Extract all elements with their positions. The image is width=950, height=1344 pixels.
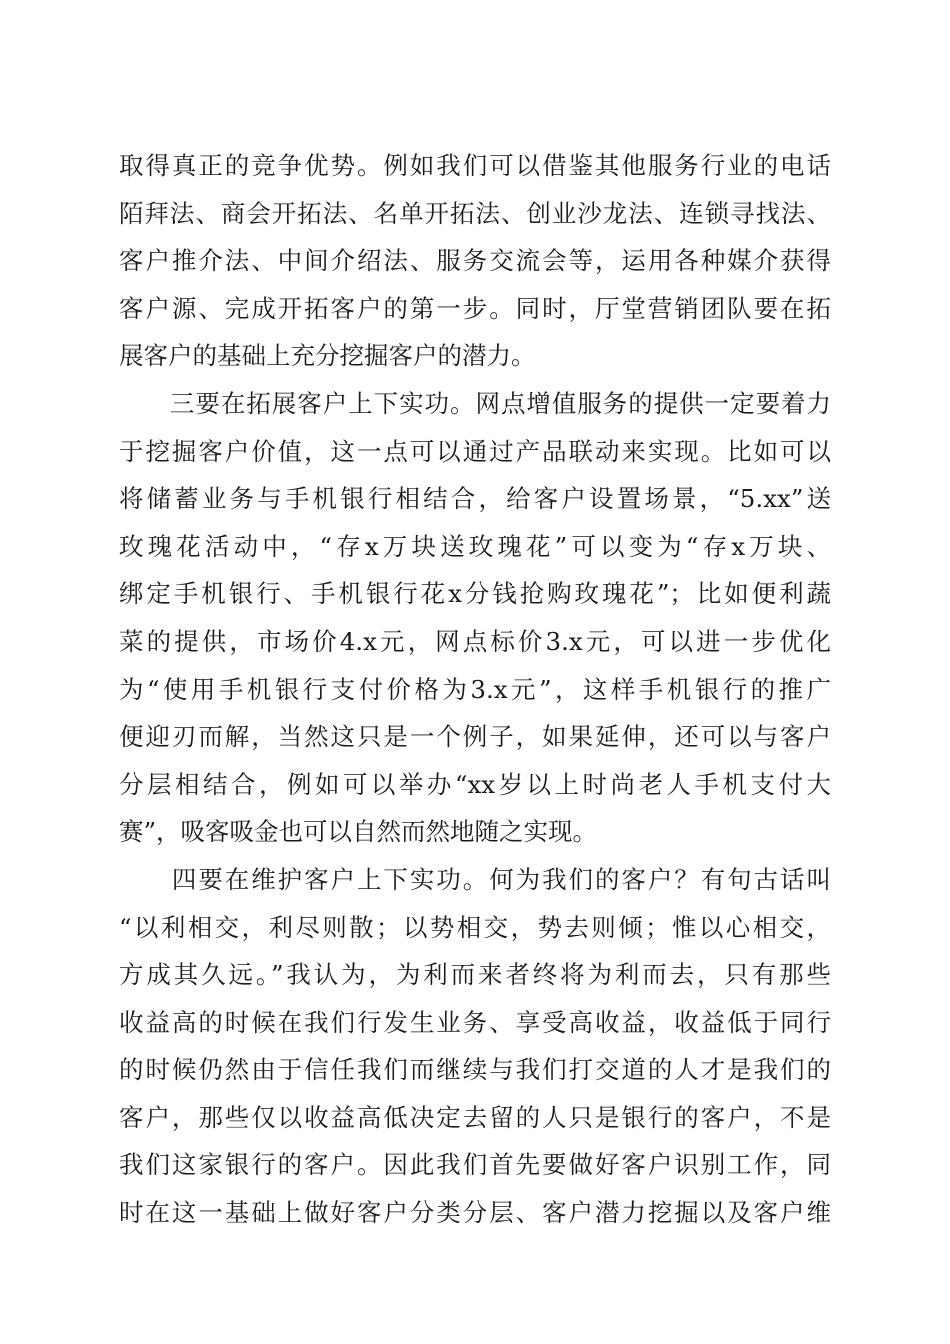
text-line: 展客户的基础上充分挖掘客户的潜力。 xyxy=(119,341,536,371)
text-line: 玫瑰花活动中，“存x万块送玫瑰花”可以变为“存x万块、 xyxy=(119,531,831,561)
text-line: 我们这家银行的客户。因此我们首先要做好客户识别工作，同 xyxy=(119,1150,831,1180)
text-line: 收益高的时候在我们行发生业务、享受高收益，收益低于同行 xyxy=(119,1007,831,1037)
paragraph-4-start: 四要在维护客户上下实功。何为我们的客户？有句古话叫 xyxy=(119,864,831,894)
text-line: 便迎刃而解，当然这只是一个例子，如果延伸，还可以与客户 xyxy=(119,722,831,752)
text-line: 分层相结合，例如可以举办“xx岁以上时尚老人手机支付大 xyxy=(119,769,831,799)
text-line: 的时候仍然由于信任我们而继续与我们打交道的人才是我们的 xyxy=(119,1055,831,1085)
text-line: 方成其久远。”我认为，为利而来者终将为利而去，只有那些 xyxy=(119,960,831,990)
text-line: 取得真正的竞争优势。例如我们可以借鉴其他服务行业的电话 xyxy=(119,151,831,180)
text-line: 客户源、完成开拓客户的第一步。同时，厅堂营销团队要在拓 xyxy=(119,293,831,323)
text-line: 陌拜法、商会开拓法、名单开拓法、创业沙龙法、连锁寻找法、 xyxy=(119,198,831,228)
text-line: 绑定手机银行、手机银行花x分钱抢购玫瑰花”；比如便利蔬 xyxy=(119,579,831,609)
body-text xyxy=(119,142,831,1237)
text-line: 于挖掘客户价值，这一点可以通过产品联动来实现。比如可以 xyxy=(119,436,831,466)
text-line: 客户，那些仅以收益高低决定去留的人只是银行的客户，不是 xyxy=(119,1102,831,1132)
text-line: 为“使用手机银行支付价格为3.x元”，这样手机银行的推广 xyxy=(119,674,831,704)
text-line: 菜的提供，市场价4.x元，网点标价3.x元，可以进一步优化 xyxy=(119,626,831,656)
paragraph-3-start: 三要在拓展客户上下实功。网点增值服务的提供一定要着力 xyxy=(119,388,831,418)
text-line: 将储蓄业务与手机银行相结合，给客户设置场景，“5.xx”送 xyxy=(119,484,831,514)
text-line: 客户推介法、中间介绍法、服务交流会等，运用各种媒介获得 xyxy=(119,246,831,276)
text-line: “以利相交，利尽则散；以势相交，势去则倾；惟以心相交， xyxy=(119,912,831,942)
text-line: 时在这一基础上做好客户分类分层、客户潜力挖掘以及客户维 xyxy=(119,1198,831,1228)
text-line: 赛”，吸客吸金也可以自然而然地随之实现。 xyxy=(119,817,598,847)
